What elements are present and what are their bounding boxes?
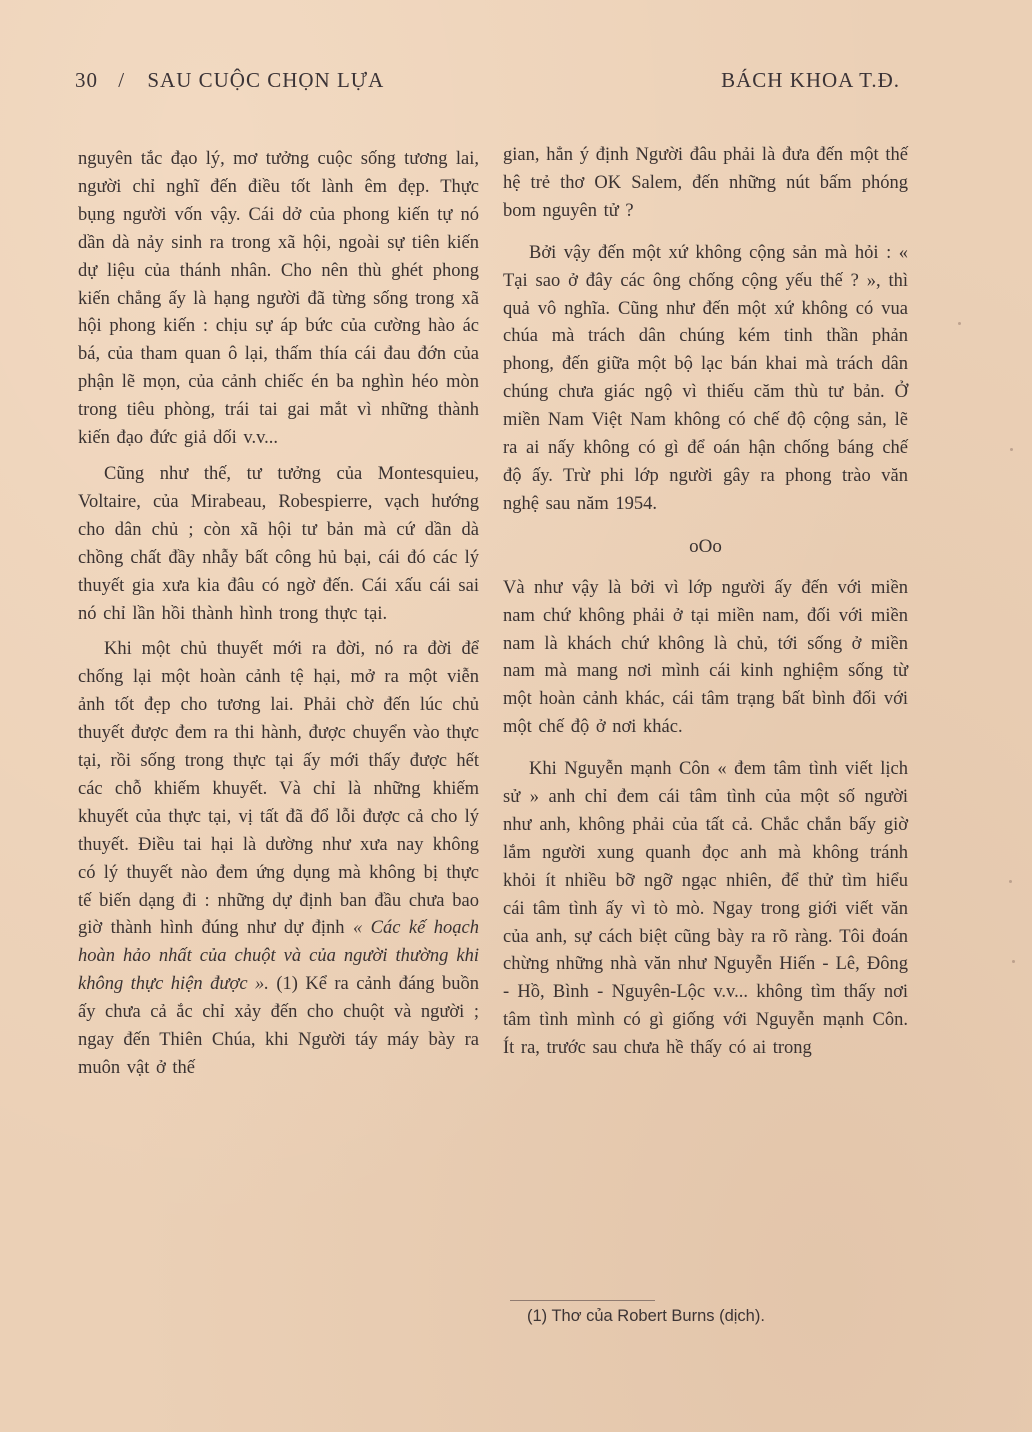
right-paragraph-4: Khi Nguyễn mạnh Côn « đem tâm tình viết lịch sử » anh chỉ đem cái tâm tình của một số người như anh, không phải của tất cả. Chắc chắn bấy giờ lắm người xung quanh đọc anh mà không tránh khỏi ít nhiều bỡ ngỡ ngạc nhiên, để thử tìm hiểu cái tâm tình ấy vì tò mò. Ngay trong giới viết văn của anh, sự cách biệt cũng bày ra rõ ràng. Tôi đoán chừng những nhà văn như Nguyễn Hiến - Lê, Đông - Hồ, Bình - Nguyên-Lộc v.v... không tìm thấy nơi tâm tình mình có gì giống với Nguyễn mạnh Côn. Ít ra, trước sau chưa hề thấy có ai trong bbox=[503, 759, 908, 1059]
right-paragraph-1: gian, hẳn ý định Người đâu phải là đưa đến một thế hệ trẻ thơ OK Salem, đến những nút bấm phóng bom nguyên tử ? bbox=[503, 145, 908, 221]
footnote-rule bbox=[510, 1300, 655, 1301]
right-paragraph-2: Bởi vậy đến một xứ không cộng sản mà hỏi : « Tại sao ở đây các ông chống cộng yếu thế ? », thì quả vô nghĩa. Cũng như đến một xứ không có vua chúa mà trách dân chúng kém tinh thần phản phong, đến giữa một bộ lạc bán khai mà trách dân chúng chưa giác ngộ vì thiếu căm thù tư bản. Ở miền Nam Việt Nam không có chế độ cộng sản, lẽ ra ai nấy không có gì để oán hận chống báng chế độ ấy. Trừ phi lớp người gây ra phong trào văn nghệ sau năm 1954. bbox=[503, 242, 908, 514]
left-column bbox=[78, 146, 479, 1083]
section-separator: oOo bbox=[689, 535, 722, 557]
left-paragraph-3-text: Khi một chủ thuyết mới ra đời, nó ra đời để chống lại một hoàn cảnh tệ hại, mở ra một viễn ảnh tốt đẹp cho tương lai. Phải chờ đến lúc chủ thuyết được đem ra thi hành, được chuyển vào thực tại, rồi sống trong thực tại ấy mới thấy được hết các chỗ khiếm khuyết. Và chỉ là những khiếm khuyết của thực tại, vị tất đã đổ lỗi được cả cho lý thuyết. Điều tai hại là dường như xưa nay không có lý thuyết nào đem ứng dụng mà không bị thực tế biến dạng đi : những dự định ban đầu chưa bao giờ thành hình đúng như dự định bbox=[78, 639, 479, 939]
footnote: (1) Thơ của Robert Burns (dịch). bbox=[527, 1307, 765, 1325]
left-paragraph-3-tail: (1) Kể ra cảnh đáng buồn ấy chưa cả ắc chỉ xảy đến cho chuột và người ; ngay đến Thiên Chúa, khi Người táy máy bày ra muôn vật ở thế bbox=[78, 974, 479, 1078]
paper-speck bbox=[1010, 448, 1013, 451]
paper-speck bbox=[1012, 960, 1015, 963]
paper-speck bbox=[958, 322, 961, 325]
running-header bbox=[75, 68, 900, 98]
section-title: SAU CUỘC CHỌN LỰA bbox=[147, 68, 385, 92]
right-paragraph-3: Và như vậy là bởi vì lớp người ấy đến với miền nam chứ không phải ở tại miền nam, đối với miền nam là khách chứ không là chủ, tới sống ở miền nam mà mang nơi mình cái kinh nghiệm sống từ một hoàn cảnh khác, cái tâm trạng bất bình đối với một chế độ ở nơi khác. bbox=[503, 577, 908, 738]
header-left bbox=[75, 68, 384, 93]
paper-speck bbox=[1009, 880, 1012, 883]
header-separator: / bbox=[118, 68, 126, 92]
page-number: 30 bbox=[75, 68, 98, 92]
publication-name: BÁCH KHOA T.Đ. bbox=[721, 68, 900, 92]
left-paragraph-1: nguyên tắc đạo lý, mơ tưởng cuộc sống tương lai, người chỉ nghĩ đến điều tốt lành êm đẹp. Thực bụng người vốn vậy. Cái dở của phong kiến tự nó dần dà nảy sinh ra trong xã hội, ngoài sự tiên kiến dự liệu của thánh nhân. Cho nên thù ghét phong kiến chẳng ấy là hạng người đã từng sống trong xã hội phong kiến : chịu sự áp bức của cường hào ác bá, của tham quan ô lại, thấm thía cái đau đớn của phận lẽ mọn, của cảnh chiếc én ba nghìn héo mòn trong tiêu phòng, trái tai gai mắt vì những thành kiến đạo đức giả dối v.v... bbox=[78, 149, 479, 449]
right-column bbox=[503, 142, 908, 1063]
left-paragraph-2: Cũng như thế, tư tưởng của Montesquieu, Voltaire, của Mirabeau, Robespierre, vạch hướng cho dân chủ ; còn xã hội tư bản mà cứ dần dà chồng chất đầy nhẫy bất công hủ bại, cái đó các lý thuyết gia xưa kia đâu có ngờ đến. Cái xấu cái sai nó chỉ lần hồi thành hình trong thực tại. bbox=[78, 463, 479, 624]
poem-quote: « Các kế hoạch hoàn hảo nhất của chuột và của người thường khi không thực hiện được ». bbox=[78, 918, 480, 995]
left-paragraph-3 bbox=[78, 636, 479, 1083]
